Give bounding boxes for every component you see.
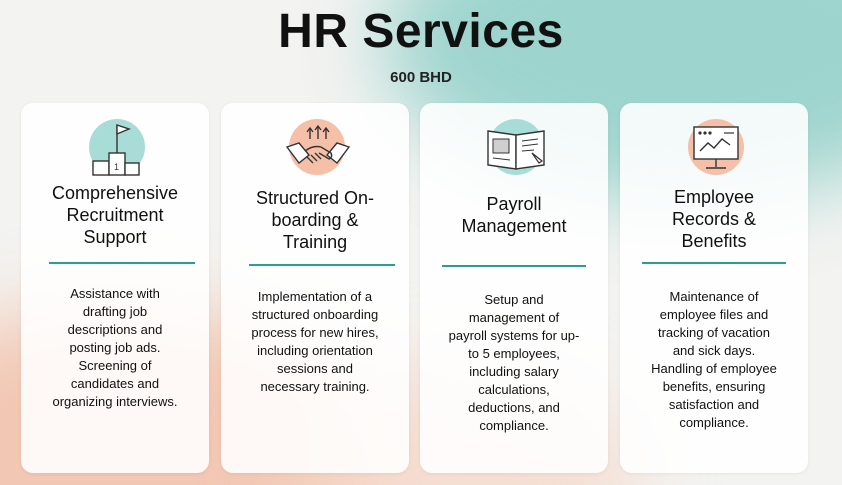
service-card-onboarding xyxy=(221,103,409,473)
card-divider xyxy=(642,262,786,264)
service-card-payroll xyxy=(420,103,608,473)
card-description: Assistance with drafting job descriptions and posting job ads. Screening of candidates and organizing interviews. xyxy=(52,286,178,409)
card-heading: Employee Records & Benefits xyxy=(671,187,757,251)
podium-flag-icon xyxy=(83,113,147,177)
card-divider xyxy=(49,262,195,264)
svg-text:1: 1 xyxy=(114,162,120,172)
price-label: 600 BHD xyxy=(390,69,452,86)
page-title: HR Services xyxy=(278,5,564,58)
service-card-recruitment xyxy=(21,103,209,473)
service-card-records xyxy=(620,103,808,473)
handshake-icon xyxy=(283,113,347,177)
open-book-icon xyxy=(482,113,546,177)
card-heading: Structured On- boarding & Training xyxy=(255,188,375,252)
card-heading: Payroll Management xyxy=(461,194,567,236)
card-description: Setup and management of payroll systems for up- to 5 employees, including salary calculations, deductions, and compliance. xyxy=(448,292,580,433)
card-divider xyxy=(249,264,395,266)
card-divider xyxy=(442,265,586,267)
monitor-chart-icon xyxy=(682,113,746,177)
card-description: Maintenance of employee files and tracking of vacation and sick days. Handling of employee benefits, ensuring satisfaction and compliance. xyxy=(651,289,777,430)
card-heading: Comprehensive Recruitment Support xyxy=(51,183,179,247)
card-description: Implementation of a structured onboarding process for new hires, including orientation sessions and necessary training. xyxy=(251,289,379,394)
